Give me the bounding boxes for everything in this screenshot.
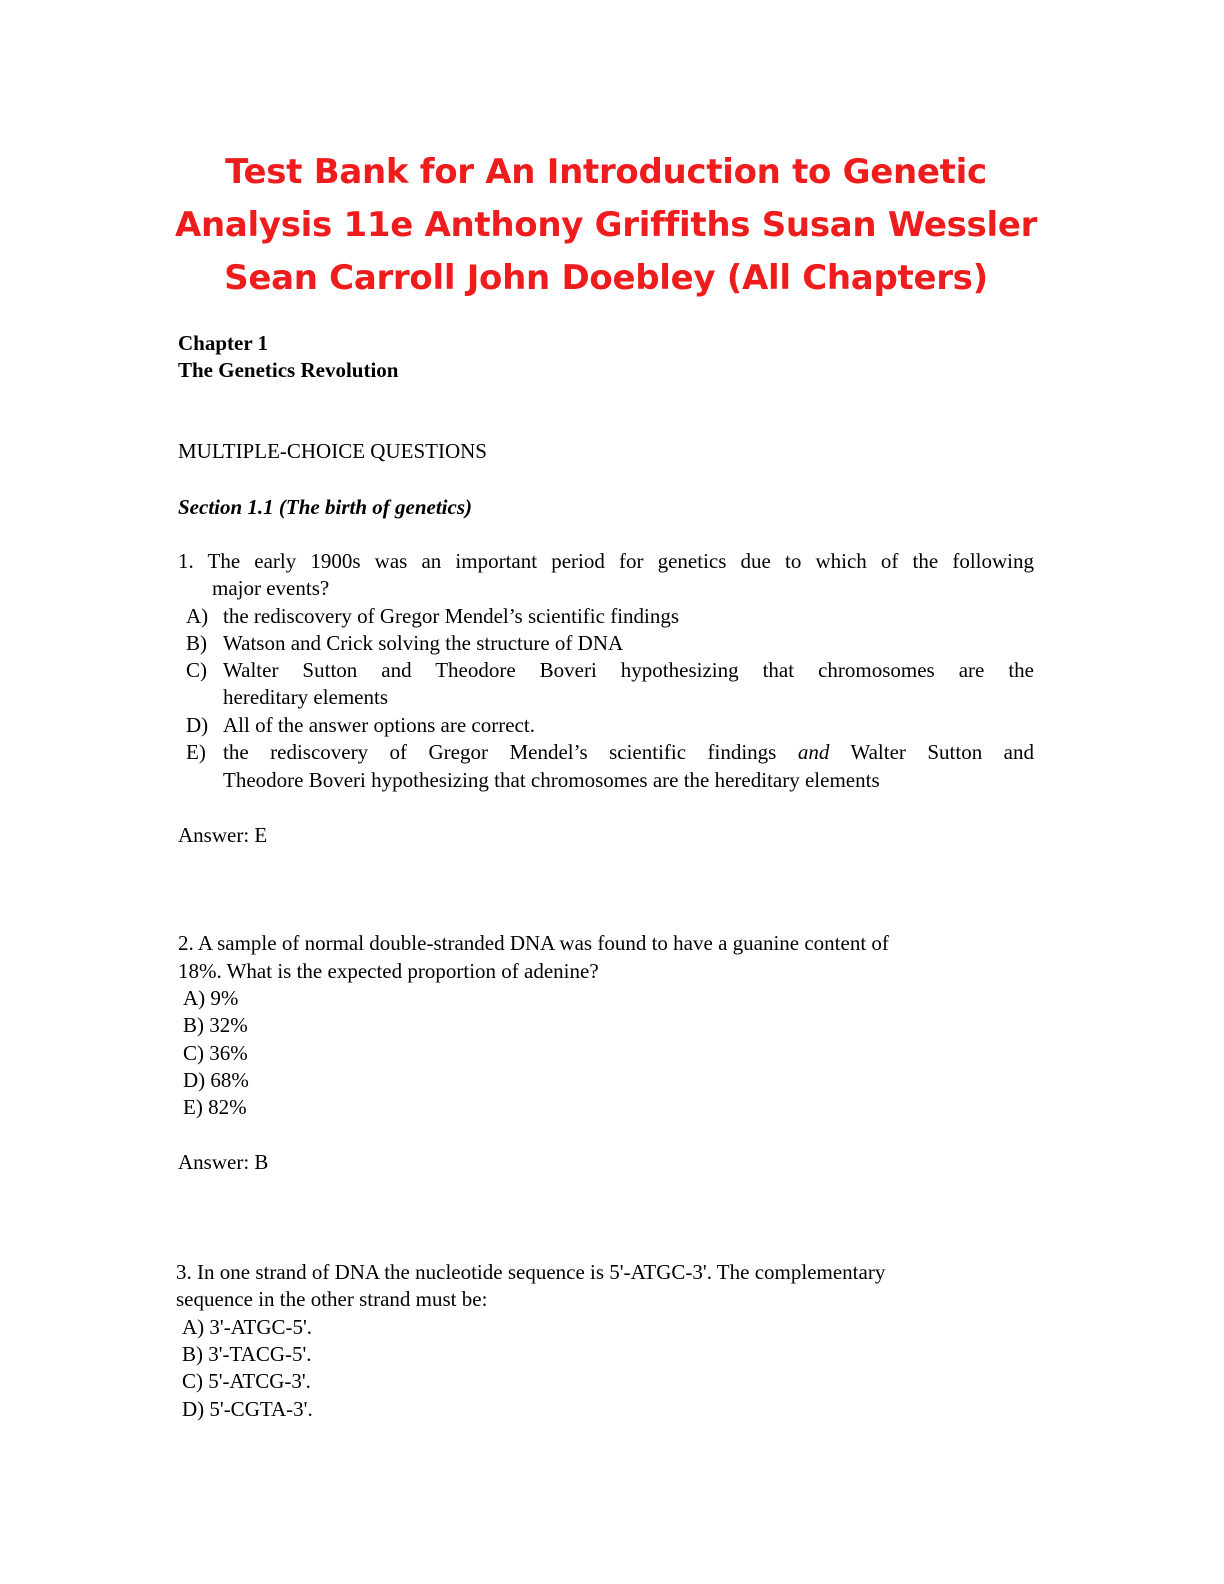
q1-option-e-part-2: Walter Sutton and (850, 740, 1034, 764)
title-line-3: Sean Carroll John Doebley (All Chapters) (224, 258, 988, 298)
q2-option-c: C) 36% (183, 1041, 248, 1065)
q1-option-e-line-1 (223, 739, 1034, 766)
q2-option-b: B) 32% (183, 1013, 248, 1037)
q1-option-e-part-1: the rediscovery of Gregor Mendel’s scientific findings (223, 740, 777, 764)
q2-option-e: E) 82% (183, 1095, 247, 1119)
q2-stem-line-1: 2. A sample of normal double-stranded DNA was found to have a guanine content of (178, 931, 889, 955)
q1-option-b-text: Watson and Crick solving the structure of DNA (223, 631, 624, 655)
q1-option-c-letter: C) (186, 658, 207, 682)
q2-option-a: A) 9% (183, 986, 239, 1010)
q1-option-d-letter: D) (186, 713, 209, 737)
q1-option-d-text: All of the answer options are correct. (223, 713, 535, 737)
title-line-2: Analysis 11e Anthony Griffiths Susan Wessler (174, 205, 1038, 245)
section-title: Section 1.1 (The birth of genetics) (178, 495, 472, 519)
q1-answer: Answer: E (178, 823, 268, 847)
q3-stem-line-1: 3. In one strand of DNA the nucleotide sequence is 5'-ATGC-3'. The complementary (176, 1260, 886, 1284)
q1-option-c-line-1: Walter Sutton and Theodore Boveri hypothesizing that chromosomes are the (223, 658, 1034, 682)
q1-option-b-letter: B) (186, 631, 207, 655)
q1-option-a-letter: A) (186, 604, 209, 628)
q3-option-d: D) 5'-CGTA-3'. (182, 1397, 313, 1421)
q1-stem-line-1: 1. The early 1900s was an important period for genetics due to which of the following (178, 549, 1034, 573)
q1-option-e-line-2: Theodore Boveri hypothesizing that chromosomes are the hereditary elements (223, 768, 880, 792)
title-line-1: Test Bank for An Introduction to Genetic (225, 152, 987, 192)
q3-option-c: C) 5'-ATCG-3'. (182, 1369, 311, 1393)
q3-option-b: B) 3'-TACG-5'. (182, 1342, 312, 1366)
q3-option-a: A) 3'-ATGC-5'. (182, 1315, 313, 1339)
chapter-number: Chapter 1 (178, 331, 269, 355)
q1-option-c-line-2: hereditary elements (223, 685, 389, 709)
q2-option-d: D) 68% (183, 1068, 249, 1092)
q1-option-e-letter: E) (186, 740, 206, 764)
section-heading: MULTIPLE-CHOICE QUESTIONS (178, 439, 487, 463)
q1-stem-line-2: major events? (212, 576, 330, 600)
document-title (150, 146, 1062, 305)
q2-answer: Answer: B (178, 1150, 269, 1174)
q3-stem-line-2: sequence in the other strand must be: (176, 1287, 488, 1311)
q1-option-e-conjunction: and (797, 740, 830, 764)
q2-stem-line-2: 18%. What is the expected proportion of adenine? (178, 959, 599, 983)
chapter-name: The Genetics Revolution (178, 358, 399, 382)
q1-option-a-text: the rediscovery of Gregor Mendel’s scientific findings (223, 604, 680, 628)
